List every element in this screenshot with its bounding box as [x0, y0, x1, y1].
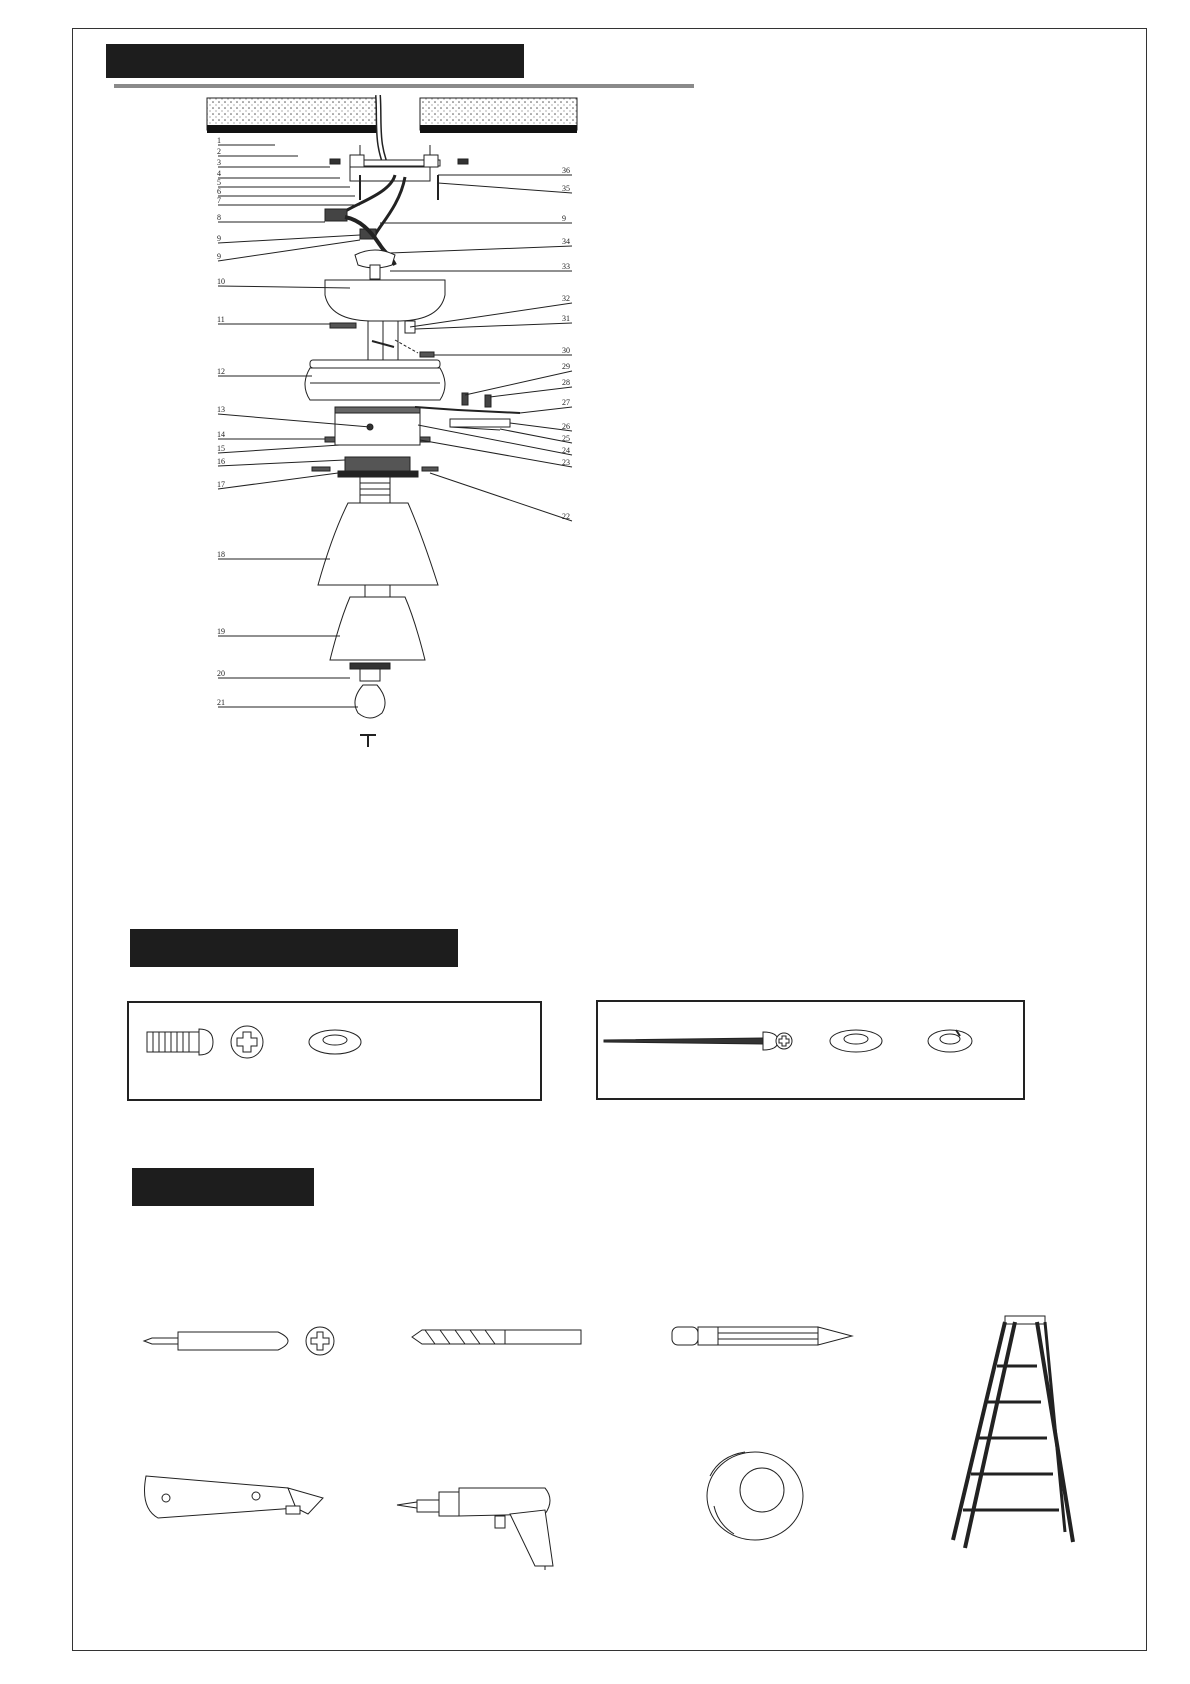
glass-shade-small [330, 597, 425, 660]
part-label: 36 [562, 166, 570, 175]
part-label: 32 [562, 294, 570, 303]
bolt-icon [147, 1029, 213, 1055]
hardware-box-bolts [127, 1001, 542, 1101]
part-label: 17 [217, 480, 225, 489]
part-label: 3 [217, 158, 221, 167]
part-label: 34 [562, 237, 570, 246]
part-label: 14 [217, 430, 225, 439]
part-label: 27 [562, 398, 570, 407]
split-lock-washer-icon [928, 1030, 972, 1052]
part-label: 23 [562, 458, 570, 467]
section-title-bar-parts [106, 44, 524, 78]
part-label: 33 [562, 262, 570, 271]
part-label: 12 [217, 367, 225, 376]
phillips-head-icon [231, 1026, 263, 1058]
bulb-socket [350, 663, 390, 681]
part-label: 5 [217, 178, 221, 187]
part-label: 15 [217, 444, 225, 453]
flat-washer-icon [309, 1030, 361, 1054]
part-label: 18 [217, 550, 225, 559]
right-part-labels [562, 166, 570, 521]
part-label: 9 [217, 252, 221, 261]
step-ladder-icon [945, 1312, 1085, 1564]
glass-shade-large [318, 503, 438, 597]
mounting-bracket [330, 145, 468, 200]
phillips-head-icon [776, 1033, 792, 1049]
pull-chain [360, 735, 376, 747]
part-label: 24 [562, 446, 570, 455]
part-label: 1 [217, 136, 221, 145]
light-fitter [312, 457, 438, 503]
part-label: 21 [217, 698, 225, 707]
part-label: 16 [217, 457, 225, 466]
section-title-bar-hardware [130, 929, 458, 967]
part-label: 30 [562, 346, 570, 355]
drill-bit-icon [410, 1320, 585, 1354]
part-label: 6 [217, 187, 221, 196]
light-bulb [355, 685, 385, 718]
header-underline [114, 84, 694, 88]
part-label: 20 [217, 669, 225, 678]
part-label: 22 [562, 512, 570, 521]
part-label: 8 [217, 213, 221, 222]
screwdriver-icon [138, 1318, 338, 1364]
long-screw-icon [604, 1032, 778, 1050]
part-label: 13 [217, 405, 225, 414]
ceiling-section [207, 98, 577, 133]
section-title-bar-tools [132, 1168, 314, 1206]
pencil-icon [670, 1317, 855, 1355]
utility-knife-icon [138, 1468, 328, 1526]
part-label: 9 [217, 234, 221, 243]
part-label: 31 [562, 314, 570, 323]
part-label: 9 [562, 214, 566, 223]
switch-housing [325, 407, 430, 445]
canopy-cap [355, 250, 395, 279]
hardware-box-screws [596, 1000, 1025, 1100]
part-label: 2 [217, 147, 221, 156]
part-label: 35 [562, 184, 570, 193]
electric-drill-icon [395, 1470, 565, 1570]
part-label: 11 [217, 315, 225, 324]
part-label: 29 [562, 362, 570, 371]
motor-housing [305, 360, 445, 400]
part-label: 19 [217, 627, 225, 636]
part-label: 7 [217, 196, 221, 205]
electrical-tape-icon [700, 1446, 810, 1546]
part-label: 28 [562, 378, 570, 387]
part-label: 25 [562, 434, 570, 443]
part-label: 26 [562, 422, 570, 431]
exploded-parts-diagram [200, 95, 590, 815]
part-label: 10 [217, 277, 225, 286]
part-label: 4 [217, 169, 221, 178]
flat-washer-icon [830, 1030, 882, 1052]
